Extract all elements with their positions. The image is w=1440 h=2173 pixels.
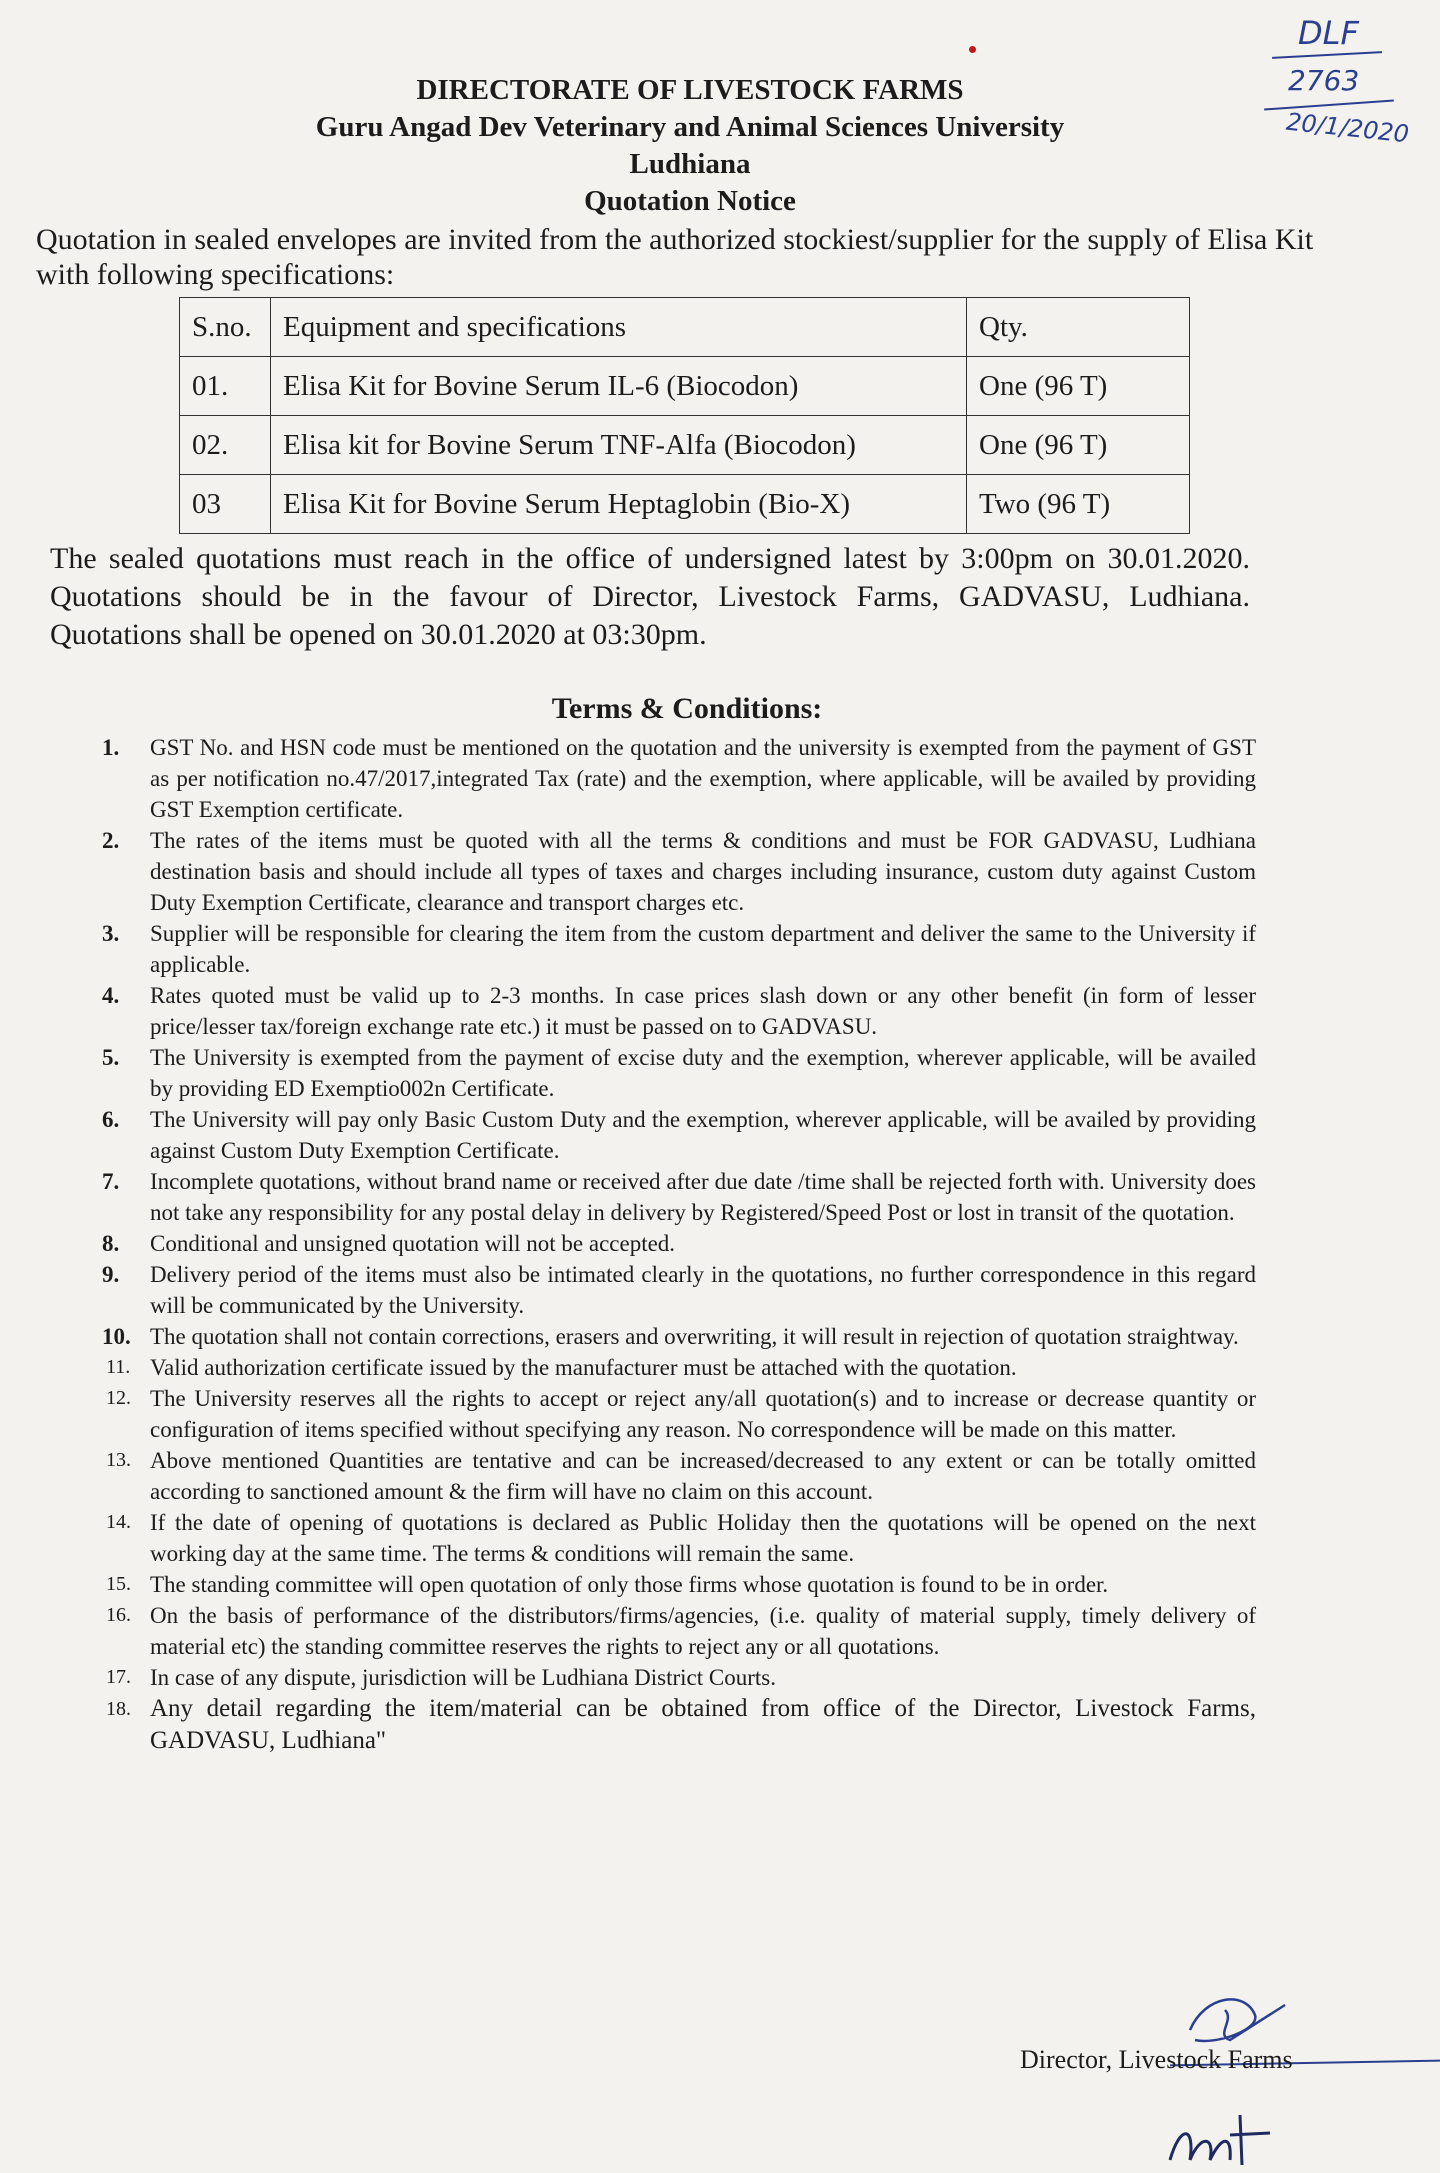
term-item	[96, 980, 1256, 1042]
term-number: 9.	[102, 1262, 120, 1287]
term-number: 2.	[102, 828, 120, 853]
term-item	[96, 1352, 1256, 1383]
term-number: 1.	[102, 735, 120, 760]
cell-qty: One (96 T)	[967, 357, 1190, 416]
term-text: Any detail regarding the item/material can be obtained from office of the Director, Livestock Farms, GADVASU, Ludhiana"	[150, 1695, 1256, 1754]
cell-equipment: Elisa Kit for Bovine Serum IL-6 (Biocodon)	[271, 357, 967, 416]
term-item	[96, 1383, 1256, 1445]
term-number: 13.	[106, 1449, 131, 1471]
cell-qty: One (96 T)	[967, 416, 1190, 475]
city-name: Ludhiana	[629, 148, 751, 180]
term-text: Above mentioned Quantities are tentative and can be increased/decreased to any extent or can be totally omitted according to sanctioned amount & the firm will have no claim on this account.	[150, 1448, 1256, 1504]
term-text: Valid authorization certificate issued by the manufacturer must be attached with the quotation.	[150, 1355, 1017, 1380]
term-text: Supplier will be responsible for clearing the item from the custom department and deliver the same to the University if applicable.	[150, 921, 1256, 977]
term-item	[96, 1104, 1256, 1166]
stamp-underline-1	[1272, 51, 1382, 59]
term-item	[96, 1693, 1256, 1757]
term-item	[96, 1166, 1256, 1228]
term-number: 6.	[102, 1107, 120, 1132]
term-text: GST No. and HSN code must be mentioned on the quotation and the university is exempted from the payment of GST as per notification no.47/2017,integrated Tax (rate) and the exemption, where applicable, will be availed by providing GST Exemption certificate.	[150, 735, 1256, 822]
term-text: In case of any dispute, jurisdiction will be Ludhiana District Courts.	[150, 1665, 776, 1690]
letterhead	[0, 72, 1380, 220]
cell-sno: 03	[180, 475, 271, 534]
term-text: The rates of the items must be quoted with all the terms & conditions and must be FOR GADVASU, Ludhiana destination basis and should include all types of taxes and charges including insurance, custom duty against Custom Duty Exemption Certificate, clearance and transport charges etc.	[150, 828, 1256, 915]
terms-list	[96, 732, 1256, 1757]
term-number: 11.	[106, 1356, 131, 1378]
term-text: The University is exempted from the payment of excise duty and the exemption, wherever applicable, will be availed by providing ED Exemptio002n Certificate.	[150, 1045, 1256, 1101]
term-text: Incomplete quotations, without brand name or received after due date /time shall be rejected forth with. University does not take any responsibility for any postal delay in delivery by Registered/Speed Post or lost in transit of the quotation.	[150, 1169, 1256, 1225]
term-text: Conditional and unsigned quotation will not be accepted.	[150, 1231, 676, 1256]
term-text: Delivery period of the items must also be intimated clearly in the quotations, no further correspondence in this regard will be communicated by the University.	[150, 1262, 1256, 1318]
cell-qty: Two (96 T)	[967, 475, 1190, 534]
specifications-table	[179, 297, 1190, 534]
term-number: 17.	[106, 1666, 131, 1688]
term-number: 10.	[102, 1324, 131, 1349]
term-number: 7.	[102, 1169, 120, 1194]
term-number: 5.	[102, 1045, 120, 1070]
term-text: The University will pay only Basic Custom Duty and the exemption, wherever applicable, will be availed by providing against Custom Duty Exemption Certificate.	[150, 1107, 1256, 1163]
intro-text: Quotation in sealed envelopes are invited from the authorized stockiest/supplier for the supply of Elisa Kit with following specifications:	[36, 223, 1314, 291]
initials-scribble-icon	[1160, 2105, 1290, 2173]
cell-equipment: Elisa kit for Bovine Serum TNF-Alfa (Biocodon)	[271, 416, 967, 475]
term-number: 8.	[102, 1231, 120, 1256]
header-qty: Qty.	[967, 298, 1190, 357]
term-item	[96, 732, 1256, 825]
ink-dot	[969, 46, 976, 53]
term-text: On the basis of performance of the distributors/firms/agencies, (i.e. quality of material supply, timely delivery of material etc) the standing committee reserves the rights to reject any or all quotations.	[150, 1603, 1256, 1659]
term-item	[96, 1228, 1256, 1259]
notice-title: Quotation Notice	[584, 185, 796, 217]
university-name: Guru Angad Dev Veterinary and Animal Sciences University	[315, 111, 1065, 143]
term-number: 14.	[106, 1511, 131, 1533]
table-row	[180, 475, 1190, 534]
org-name: DIRECTORATE OF LIVESTOCK FARMS	[416, 74, 964, 106]
term-item	[96, 918, 1256, 980]
term-item	[96, 825, 1256, 918]
term-item	[96, 1445, 1256, 1507]
table-row	[180, 357, 1190, 416]
stamp-line-2: 2763	[1288, 64, 1360, 97]
term-number: 3.	[102, 921, 120, 946]
term-item	[96, 1600, 1256, 1662]
term-number: 15.	[106, 1573, 131, 1595]
term-number: 12.	[106, 1387, 131, 1409]
cell-equipment: Elisa Kit for Bovine Serum Heptaglobin (Bio-X)	[271, 475, 967, 534]
header-equipment: Equipment and specifications	[271, 298, 967, 357]
term-item	[96, 1507, 1256, 1569]
term-number: 18.	[106, 1698, 131, 1720]
term-item	[96, 1662, 1256, 1693]
submission-paragraph: The sealed quotations must reach in the office of undersigned latest by 3:00pm on 30.01.2020. Quotations should be in the favour of Director, Livestock Farms, GADVASU, Ludhiana. Quotations shall be opened on 30.01.2020 at 03:30pm.	[50, 542, 1250, 651]
cell-sno: 02.	[180, 416, 271, 475]
table-row	[180, 416, 1190, 475]
stamp-line-3: 20/1/2020	[1284, 107, 1411, 149]
term-text: Rates quoted must be valid up to 2-3 months. In case prices slash down or any other benefit (in form of lesser price/lesser tax/foreign exchange rate etc.) it must be passed on to GADVASU.	[150, 983, 1256, 1039]
terms-title: Terms & Conditions:	[551, 692, 823, 725]
header-sno: S.no.	[180, 298, 271, 357]
term-item	[96, 1259, 1256, 1321]
term-item	[96, 1042, 1256, 1104]
term-item	[96, 1569, 1256, 1600]
term-text: The University reserves all the rights to accept or reject any/all quotation(s) and to increase or decrease quantity or configuration of items specified without specifying any reason. No correspondence will be made on this matter.	[150, 1386, 1256, 1442]
stamp-line-1: DLF	[1298, 14, 1359, 52]
cell-sno: 01.	[180, 357, 271, 416]
term-text: The standing committee will open quotation of only those firms whose quotation is found to be in order.	[150, 1572, 1109, 1597]
term-text: The quotation shall not contain corrections, erasers and overwriting, it will result in rejection of quotation straightway.	[150, 1324, 1239, 1349]
table-header-row	[180, 298, 1190, 357]
term-text: If the date of opening of quotations is declared as Public Holiday then the quotations will be opened on the next working day at the same time. The terms & conditions will remain the same.	[150, 1510, 1256, 1566]
signature-title: Director, Livestock Farms	[1020, 2045, 1293, 2074]
term-number: 16.	[106, 1604, 131, 1626]
term-item	[96, 1321, 1256, 1352]
term-number: 4.	[102, 983, 120, 1008]
